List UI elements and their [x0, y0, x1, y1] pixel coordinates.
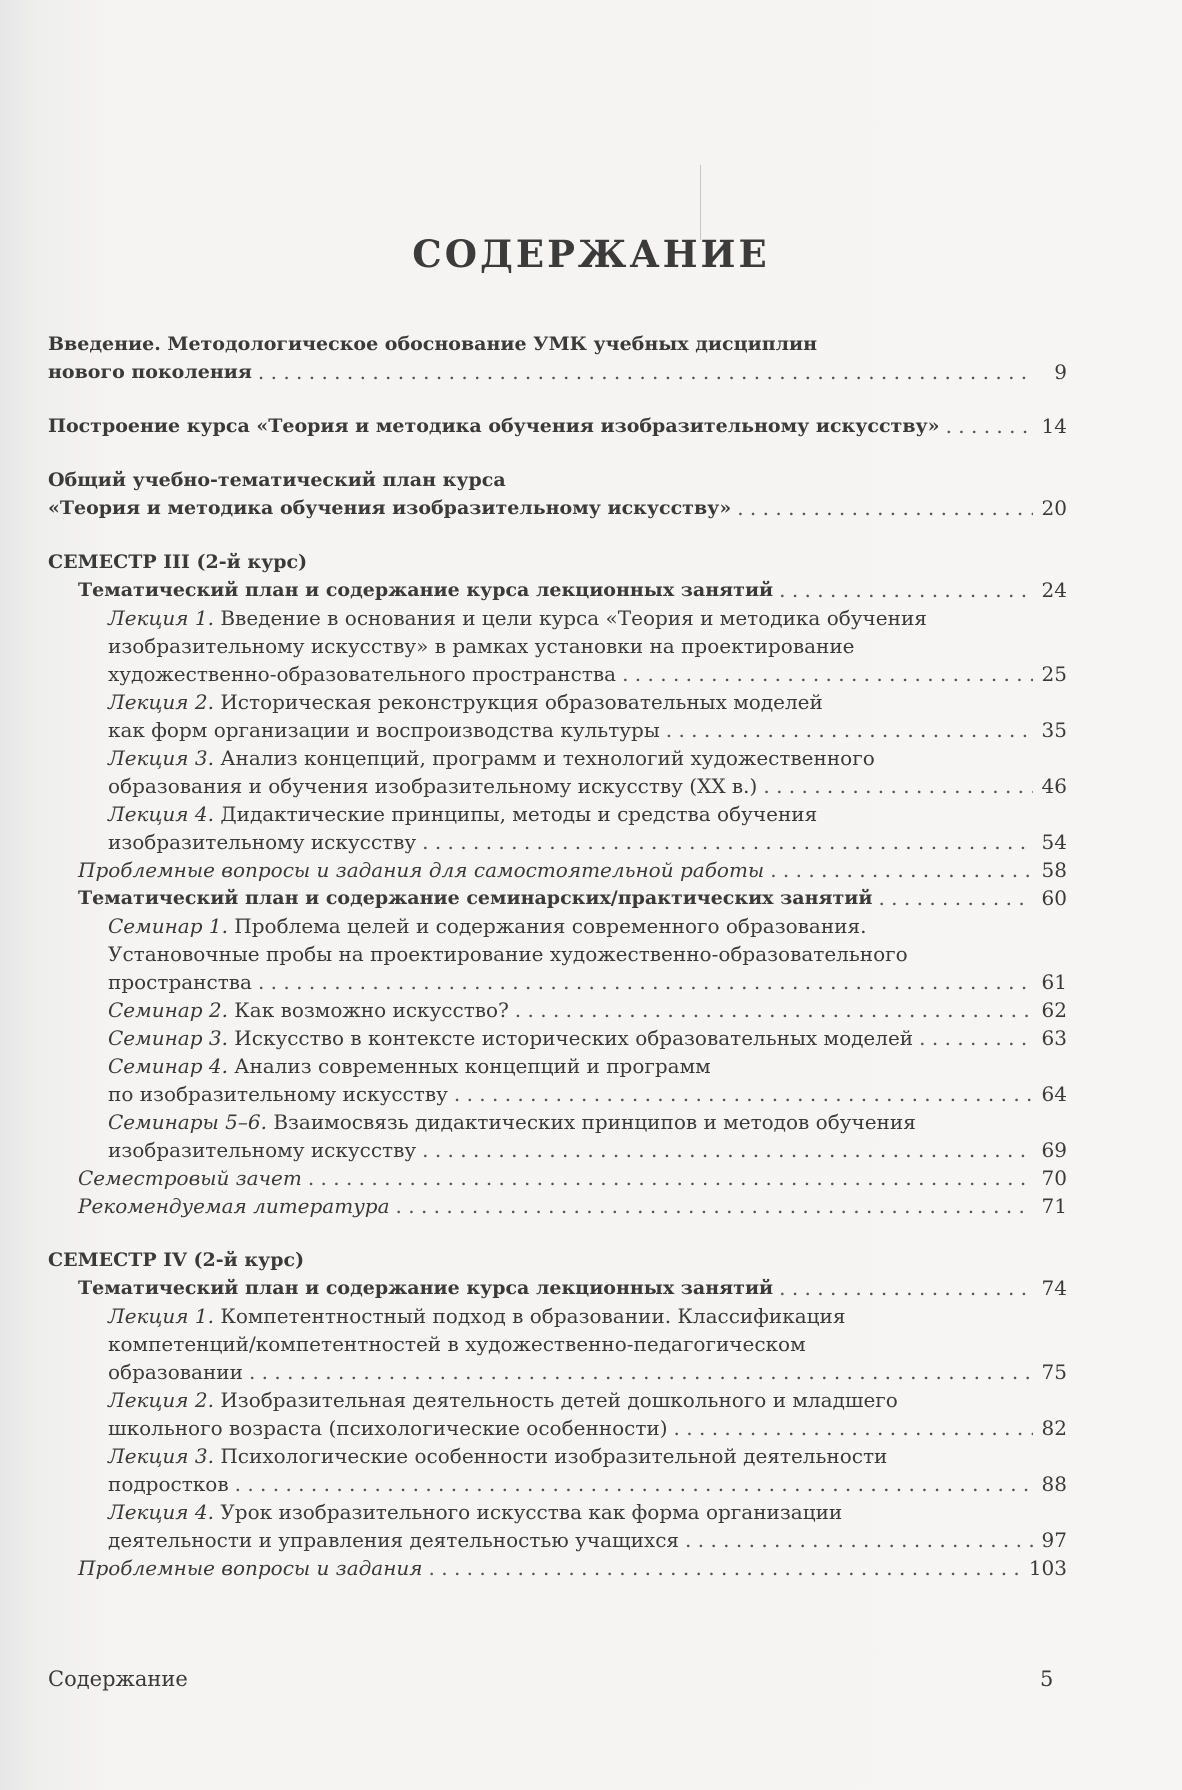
toc-entry-text [48, 412, 940, 440]
toc-entry-title: Историческая реконструкция образовательных моделей [214, 690, 823, 714]
toc-entry-text [78, 1554, 423, 1582]
toc-page-number: 35 [1041, 718, 1067, 742]
toc-entry-title: Проблема целей и содержания современного образования. [227, 914, 867, 938]
toc-entry-text [48, 330, 817, 358]
toc-entry-title: Тематический план и содержание семинарских/практических занятий [78, 887, 873, 909]
dot-leader [258, 358, 1033, 386]
toc-entry-label: Лекция 4. [108, 1500, 214, 1524]
toc-entry-title: школьного возраста (психологические особенности) [108, 1416, 668, 1440]
toc-entry [48, 1136, 1067, 1164]
toc-entry [48, 358, 1067, 386]
toc-page-number: 58 [1041, 858, 1067, 882]
dot-leader [666, 716, 1033, 744]
dot-leader [763, 772, 1033, 800]
toc-page-number: 75 [1041, 1360, 1067, 1384]
toc-entry-text [108, 800, 817, 828]
toc-entry [48, 940, 1067, 968]
dot-leader [454, 1080, 1033, 1108]
toc-entry-text [108, 1080, 448, 1108]
toc-entry-text [108, 1024, 913, 1052]
toc-page-number: 71 [1041, 1194, 1067, 1218]
toc-entry-title: Взаимосвязь дидактических принципов и методов обучения [266, 1110, 916, 1134]
toc-page-number: 20 [1041, 496, 1067, 520]
toc-page-number: 62 [1041, 998, 1067, 1022]
toc-entry-title: СЕМЕСТР IV (2-й курс) [48, 1249, 305, 1271]
toc-entry-title: Как возможно искусство? [227, 998, 509, 1022]
toc-entry-title: Построение курса «Теория и методика обучения изобразительному искусству» [48, 415, 940, 437]
toc-entry [48, 548, 1067, 576]
toc-entry [48, 996, 1067, 1024]
toc-entry [48, 1554, 1067, 1582]
dot-leader [878, 884, 1033, 912]
toc-entry-text [108, 968, 252, 996]
toc-entry-text [48, 494, 731, 522]
toc-entry [48, 1192, 1067, 1220]
toc-entry-title: Проблемные вопросы и задания для самостоятельной работы [78, 858, 765, 882]
toc-entry-text [78, 1164, 302, 1192]
toc-page-number: 103 [1028, 1556, 1067, 1580]
toc-entry-title: изобразительному искусству [108, 830, 417, 854]
toc-entry-label: Лекция 1. [108, 606, 214, 630]
toc-entry-text [108, 912, 866, 940]
page-number: 5 [1040, 1667, 1054, 1691]
toc-page-number: 25 [1041, 662, 1067, 686]
toc-entry-title: Установочные пробы на проектирование художественно-образовательного [108, 942, 908, 966]
toc-entry [48, 466, 1067, 494]
toc-entry-title: Психологические особенности изобразительной деятельности [214, 1444, 888, 1468]
dot-leader [422, 828, 1033, 856]
toc-entry-text [108, 1442, 887, 1470]
toc-page-number: 46 [1041, 774, 1067, 798]
dot-leader [685, 1526, 1033, 1554]
toc-entry-text [48, 548, 307, 576]
dot-leader [235, 1470, 1033, 1498]
toc-entry-title: Рекомендуемая литература [78, 1194, 390, 1218]
toc-page-number: 60 [1041, 886, 1067, 910]
toc-entry-title: Урок изобразительного искусства как форма организации [214, 1500, 843, 1524]
dot-leader [919, 1024, 1033, 1052]
toc-entry-text [108, 1358, 243, 1386]
toc-entry [48, 688, 1067, 716]
toc-entry [48, 800, 1067, 828]
toc-entry [48, 1024, 1067, 1052]
toc-entry-text [108, 1302, 845, 1330]
toc-entry-text [78, 1274, 773, 1302]
toc-entry [48, 576, 1067, 604]
page-title: СОДЕРЖАНИЕ [412, 232, 770, 276]
toc-page-number: 82 [1041, 1416, 1067, 1440]
toc-entry-title: Семестровый зачет [78, 1166, 302, 1190]
toc-entry-text [108, 828, 416, 856]
section-gap [48, 1220, 1067, 1246]
toc-entry-text [108, 660, 616, 688]
toc-entry-text [108, 940, 908, 968]
toc-entry-title: Компетентностный подход в образовании. Классификация [214, 1304, 846, 1328]
toc-entry-text [108, 1526, 679, 1554]
toc-entry-text [108, 1414, 668, 1442]
dot-leader [396, 1192, 1033, 1220]
toc-entry-text [108, 744, 875, 772]
toc-entry [48, 1330, 1067, 1358]
toc-entry-text [108, 1108, 916, 1136]
toc-entry-title: Искусство в контексте исторических образовательных моделей [227, 1026, 914, 1050]
toc-entry [48, 856, 1067, 884]
toc-entry-text [108, 604, 927, 632]
toc-entry-text [48, 1246, 304, 1274]
toc-page-number: 61 [1041, 970, 1067, 994]
toc-entry-title: Дидактические принципы, методы и средства обучения [214, 802, 818, 826]
toc-entry [48, 1442, 1067, 1470]
toc-page-number: 14 [1041, 414, 1067, 438]
toc-entry-title: Анализ концепций, программ и технологий художественного [214, 746, 875, 770]
toc-page-number: 9 [1054, 360, 1067, 384]
toc-entry [48, 1414, 1067, 1442]
toc-entry [48, 1386, 1067, 1414]
toc-entry-title: деятельности и управления деятельностью учащихся [108, 1528, 680, 1552]
dot-leader [258, 968, 1033, 996]
page-crease [700, 165, 701, 240]
toc-entry-text [108, 1330, 806, 1358]
toc-entry [48, 604, 1067, 632]
toc-entry-text [48, 466, 506, 494]
dot-leader [249, 1358, 1033, 1386]
toc-entry [48, 744, 1067, 772]
dot-leader [779, 1274, 1033, 1302]
toc-entry-label: Лекция 3. [108, 746, 214, 770]
toc-entry-title: подростков [108, 1472, 229, 1496]
dot-leader [429, 1554, 1023, 1582]
toc-entry-text [108, 688, 823, 716]
toc-page-number: 88 [1041, 1472, 1067, 1496]
toc-entry-label: Семинар 1. [108, 914, 228, 938]
toc-page-number: 70 [1041, 1166, 1067, 1190]
section-gap [48, 386, 1067, 412]
dot-leader [622, 660, 1033, 688]
dot-leader [422, 1136, 1033, 1164]
toc-entry-title: Изобразительная деятельность детей дошкольного и младшего [214, 1388, 898, 1412]
dot-leader [779, 576, 1033, 604]
toc-entry [48, 828, 1067, 856]
toc-entry [48, 1108, 1067, 1136]
toc-entry-title: Общий учебно-тематический план курса [48, 469, 506, 491]
toc-entry-title: СЕМЕСТР III (2-й курс) [48, 551, 308, 573]
toc-entry [48, 1526, 1067, 1554]
toc-entry-text [78, 856, 764, 884]
toc-entry [48, 1246, 1067, 1274]
dot-leader [674, 1414, 1033, 1442]
toc-entry [48, 632, 1067, 660]
section-gap [48, 522, 1067, 548]
toc-entry-label: Лекция 4. [108, 802, 214, 826]
toc-entry [48, 1164, 1067, 1192]
running-footer-section: Содержание [48, 1667, 188, 1691]
toc-entry-label: Лекция 1. [108, 1304, 214, 1328]
dot-leader [737, 494, 1033, 522]
toc-entry-label: Лекция 2. [108, 690, 214, 714]
dot-leader [515, 996, 1033, 1024]
toc-entry-title: нового поколения [48, 361, 252, 383]
toc-entry-text [108, 772, 757, 800]
toc-entry-text [108, 1498, 842, 1526]
toc-entry-label: Семинар 2. [108, 998, 228, 1022]
toc-entry-title: образовании [108, 1360, 243, 1384]
toc-entry [48, 716, 1067, 744]
toc-entry-text [78, 1192, 390, 1220]
toc-entry-title: как форм организации и воспроизводства культуры [108, 718, 660, 742]
toc-entry [48, 1052, 1067, 1080]
toc-entry [48, 1358, 1067, 1386]
section-gap [48, 440, 1067, 466]
toc-entry-text [108, 996, 509, 1024]
toc-entry-text [108, 1136, 416, 1164]
dot-leader [308, 1164, 1033, 1192]
toc-page-number: 74 [1041, 1276, 1067, 1300]
toc-entry-text [78, 884, 872, 912]
toc-entry-label: Лекция 3. [108, 1444, 214, 1468]
toc-entry-title: компетенций/компетентностей в художественно-педагогическом [108, 1332, 806, 1356]
toc-entry [48, 1302, 1067, 1330]
toc-entry-title: изобразительному искусству [108, 1138, 417, 1162]
toc-entry-title: Введение. Методологическое обоснование УМК учебных дисциплин [48, 333, 817, 355]
toc-page-number: 24 [1041, 578, 1067, 602]
toc-entry [48, 1274, 1067, 1302]
toc-page-number: 97 [1041, 1528, 1067, 1552]
toc-entry-title: Тематический план и содержание курса лекционных занятий [78, 1277, 774, 1299]
toc-entry-title: по изобразительному искусству [108, 1082, 448, 1106]
toc-entry-title: пространства [108, 970, 252, 994]
toc-page-number: 54 [1041, 830, 1067, 854]
toc-entry-text [78, 576, 773, 604]
toc-entry-text [108, 632, 855, 660]
toc-entry-label: Семинары 5–6. [108, 1110, 267, 1134]
toc-entry [48, 494, 1067, 522]
toc-entry [48, 772, 1067, 800]
toc-entry-title: изобразительному искусству» в рамках установки на проектирование [108, 634, 855, 658]
toc-entry [48, 912, 1067, 940]
toc-entry-title: Анализ современных концепций и программ [227, 1054, 711, 1078]
toc-page-number: 69 [1041, 1138, 1067, 1162]
toc-entry-text [108, 1470, 229, 1498]
dot-leader [770, 856, 1033, 884]
toc-entry [48, 412, 1067, 440]
toc-page-number: 63 [1041, 1026, 1067, 1050]
toc-entry [48, 1470, 1067, 1498]
toc-entry-label: Семинар 4. [108, 1054, 228, 1078]
toc-entry-title: Введение в основания и цели курса «Теория и методика обучения [214, 606, 927, 630]
toc-entry-title: художественно-образовательного пространства [108, 662, 617, 686]
toc-entry-text [108, 1386, 898, 1414]
dot-leader [946, 412, 1033, 440]
toc-page-number: 64 [1041, 1082, 1067, 1106]
toc-entry-title: образования и обучения изобразительному искусству (XX в.) [108, 774, 758, 798]
toc-entry [48, 330, 1067, 358]
toc-entry [48, 1080, 1067, 1108]
table-of-contents [48, 330, 1067, 1582]
toc-entry-text [48, 358, 252, 386]
toc-entry-text [108, 1052, 711, 1080]
toc-entry [48, 660, 1067, 688]
toc-entry-title: Проблемные вопросы и задания [78, 1556, 423, 1580]
toc-entry [48, 968, 1067, 996]
toc-entry-title: Тематический план и содержание курса лекционных занятий [78, 579, 774, 601]
toc-entry-label: Семинар 3. [108, 1026, 228, 1050]
toc-entry [48, 884, 1067, 912]
toc-entry-text [108, 716, 660, 744]
toc-entry-title: «Теория и методика обучения изобразительному искусству» [48, 497, 732, 519]
toc-entry [48, 1498, 1067, 1526]
toc-entry-label: Лекция 2. [108, 1388, 214, 1412]
